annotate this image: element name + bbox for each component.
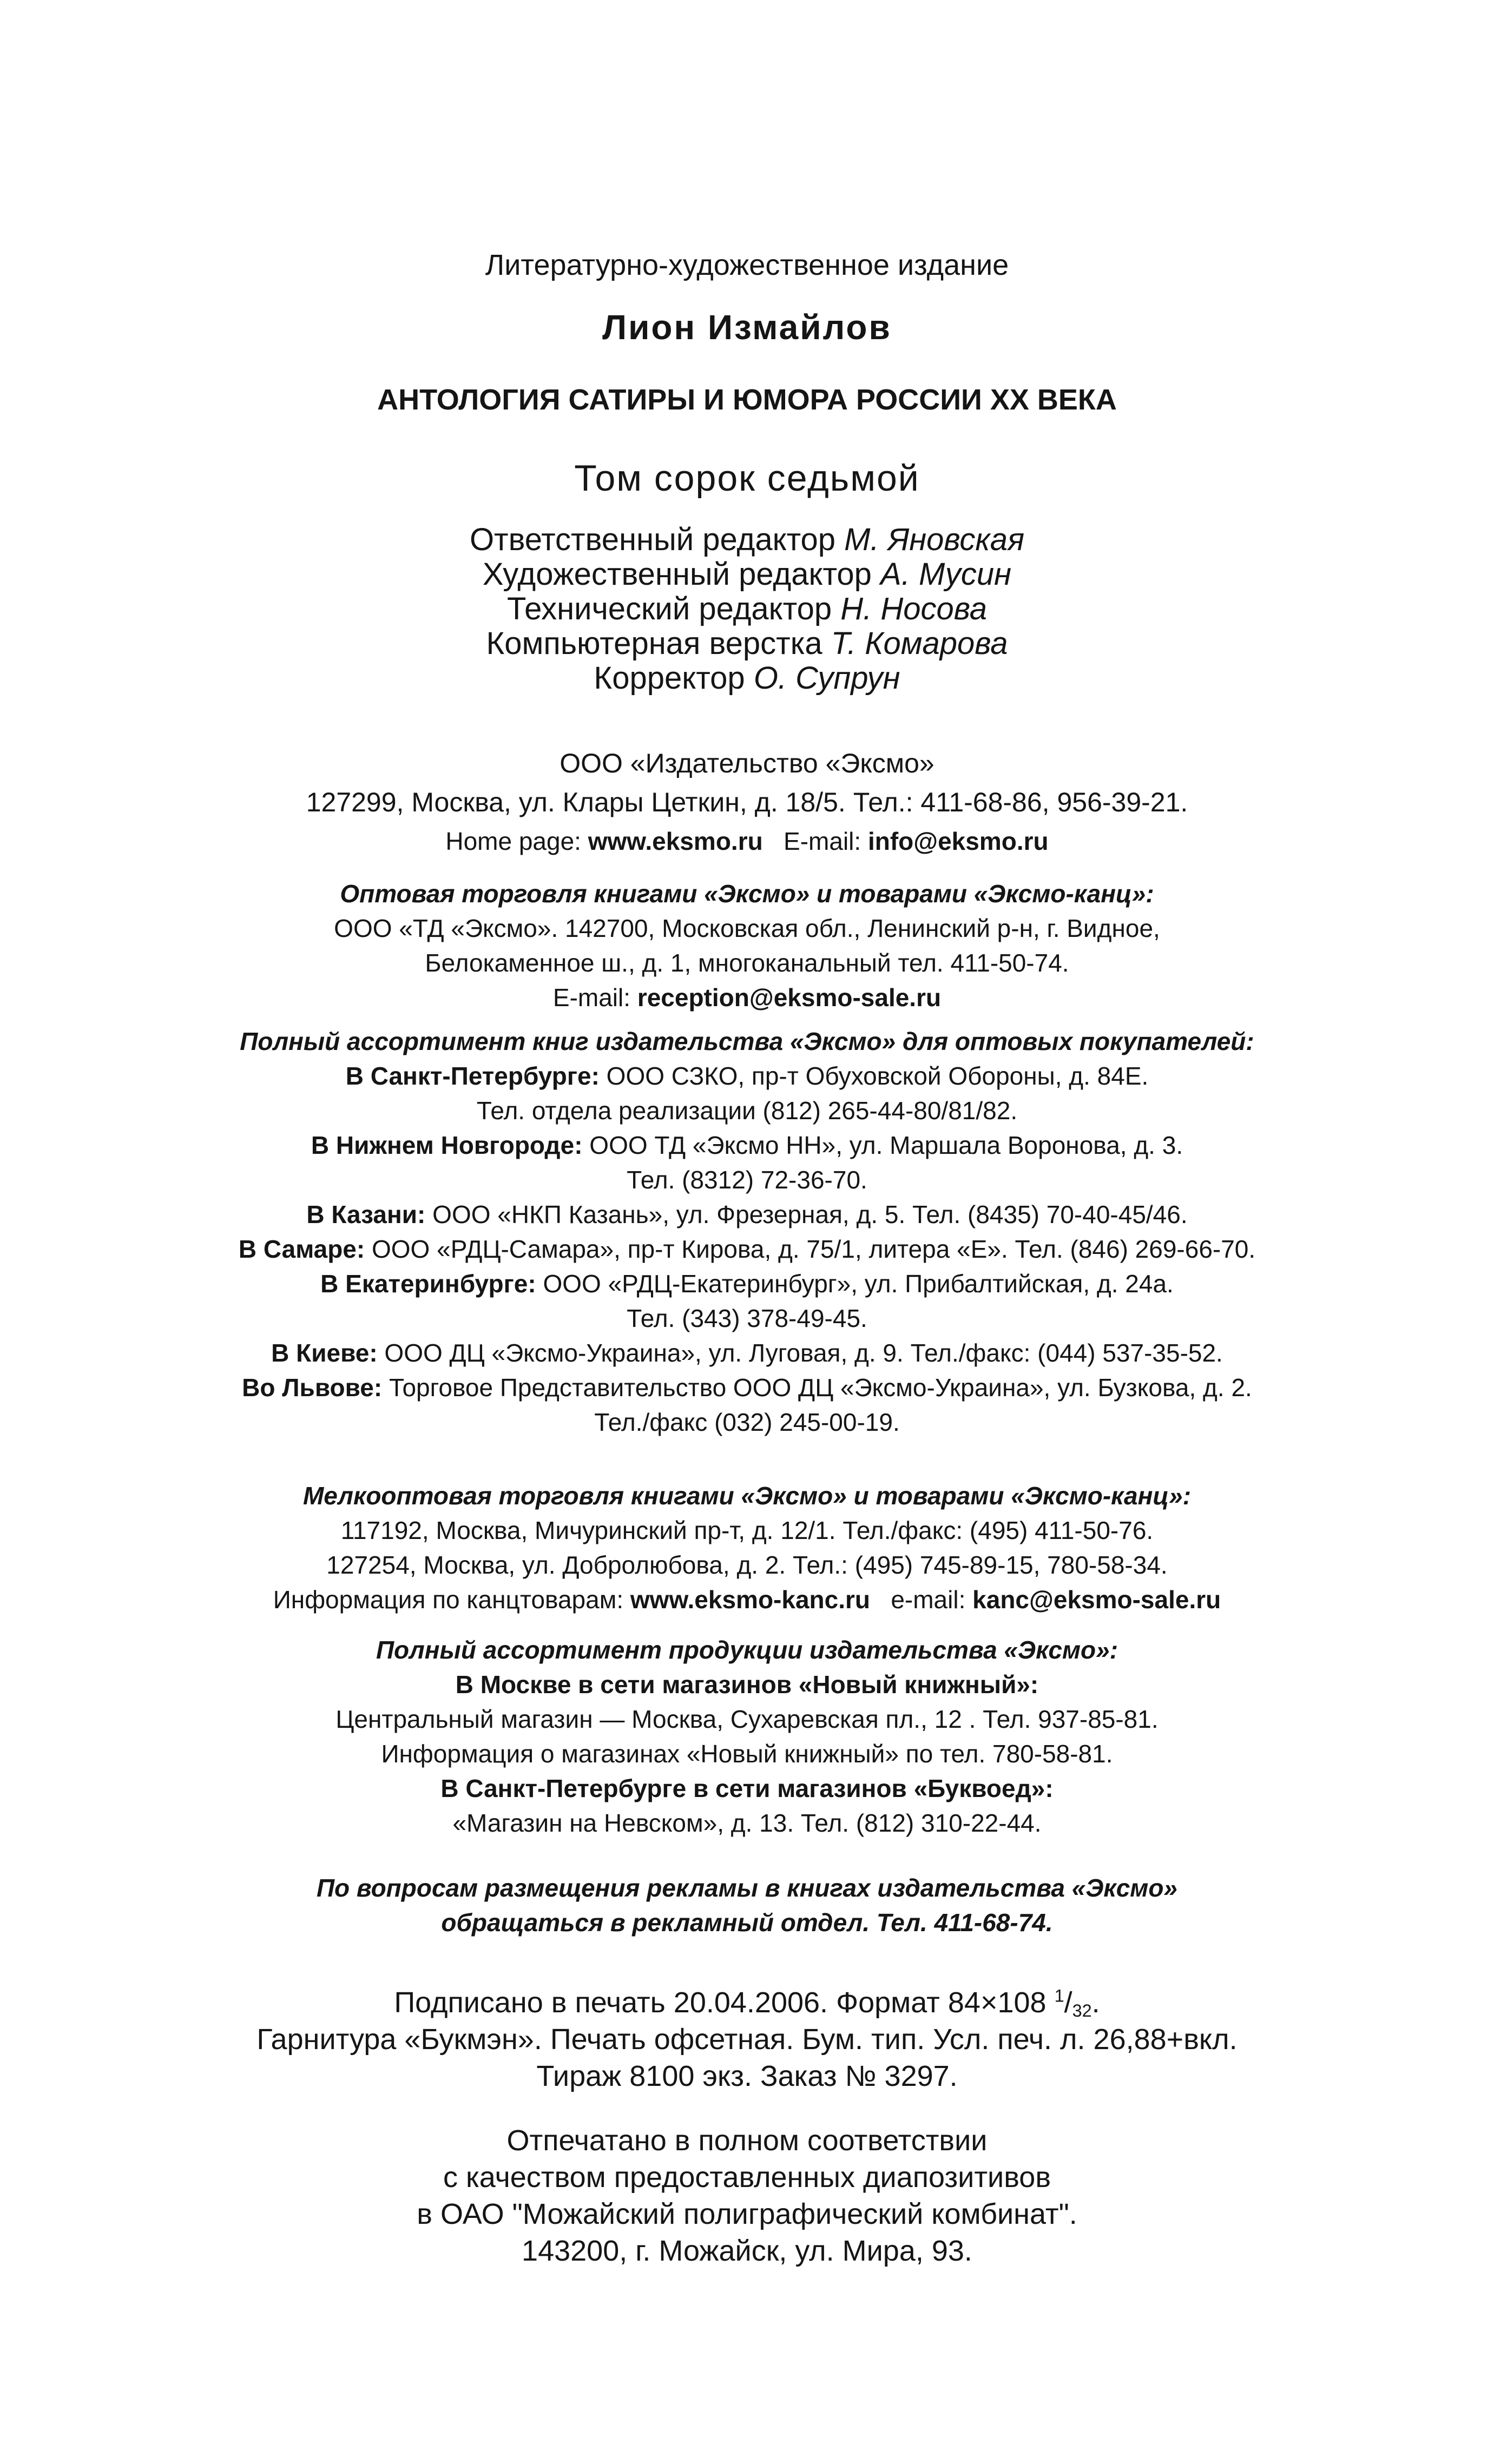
credit-name: Т. Комарова — [831, 626, 1008, 661]
credit-name: М. Яновская — [844, 522, 1025, 557]
distributor-text: ООО СЗКО, пр-т Обуховской Обороны, д. 84Е. — [599, 1062, 1149, 1090]
city-label: В Нижнем Новгороде: — [311, 1131, 583, 1159]
small-wholesale-line1: 117192, Москва, Мичуринский пр-т, д. 12/1. Тел./факс: (495) 411-50-76. — [340, 1516, 1154, 1544]
imprint-block — [0, 1984, 1494, 2095]
credit-line-tech-editor — [0, 592, 1494, 626]
ekb-distributor — [0, 1266, 1494, 1301]
regional-heading: Полный ассортимент книг издательства «Эксмо» для оптовых покупателей: — [240, 1027, 1254, 1055]
samara-distributor — [0, 1232, 1494, 1266]
wholesale-address-line2: Белокаменное ш., д. 1, многоканальный тел. 411-50-74. — [425, 949, 1069, 977]
format-denominator: 32 — [1072, 2001, 1092, 2021]
moscow-store-line2: Информация о магазинах «Новый книжный» по тел. 780-58-81. — [381, 1740, 1113, 1768]
distributor-text: ООО ТД «Эксмо НН», ул. Маршала Воронова, д. 3. — [582, 1131, 1183, 1159]
printer-line4: 143200, г. Можайск, ул. Мира, 93. — [522, 2235, 972, 2267]
moscow-store-line1: Центральный магазин — Москва, Сухаревская пл., 12 . Тел. 937-85-81. — [335, 1705, 1159, 1733]
city-label: В Самаре: — [238, 1235, 365, 1263]
distributor-text: Торговое Представительство ООО ДЦ «Эксмо-Украина», ул. Бузкова, д. 2. — [382, 1373, 1252, 1402]
stationery-info-line — [0, 1582, 1494, 1617]
email-label: e-mail: — [870, 1586, 973, 1614]
wholesale-address-line1: ООО «ТД «Эксмо». 142700, Московская обл., Ленинский р-н, г. Видное, — [334, 914, 1160, 942]
home-page-link[interactable]: www.eksmo.ru — [588, 827, 763, 855]
credit-role: Корректор — [594, 660, 754, 696]
advertising-line1: По вопросам размещения рекламы в книгах издательства «Эксмо» — [316, 1874, 1178, 1902]
email-label: E-mail: — [552, 983, 637, 1012]
spb-distributor — [0, 1059, 1494, 1093]
publisher-email-link[interactable]: info@eksmo.ru — [867, 827, 1049, 855]
advertising-block — [0, 1871, 1494, 1940]
moscow-stores-heading: В Москве в сети магазинов «Новый книжный»: — [455, 1670, 1039, 1699]
imprint-end: . — [1091, 1986, 1100, 2019]
kiev-distributor — [0, 1336, 1494, 1370]
publisher-name: ООО «Издательство «Эксмо» — [560, 748, 934, 778]
imprint-signed-line — [0, 1984, 1494, 2021]
series-title: АНТОЛОГИЯ САТИРЫ И ЮМОРА РОССИИ XX ВЕКА — [377, 384, 1117, 416]
city-label: В Казани: — [306, 1200, 426, 1228]
regional-block — [0, 1024, 1494, 1439]
distributor-text: ООО «РДЦ-Самара», пр-т Кирова, д. 75/1, литера «Е». Тел. (846) 269-66-70. — [365, 1235, 1256, 1263]
ekb-distributor-phone: Тел. (343) 378-49-45. — [627, 1304, 867, 1332]
volume-number: Том сорок седьмой — [574, 458, 920, 499]
home-page-label: Home page: — [445, 827, 588, 855]
credits-list — [0, 523, 1494, 696]
distributor-text: ООО «РДЦ-Екатеринбург», ул. Прибалтийская, д. 24а. — [536, 1270, 1174, 1298]
small-wholesale-heading: Мелкооптовая торговля книгами «Эксмо» и товарами «Эксмо-канц»: — [302, 1482, 1192, 1510]
nn-distributor — [0, 1128, 1494, 1162]
imprint-typeface-line: Гарнитура «Букмэн». Печать офсетная. Бум. тип. Усл. печ. л. 26,88+вкл. — [256, 2023, 1238, 2056]
printer-line1: Отпечатано в полном соответствии — [506, 2124, 988, 2157]
retail-block — [0, 1633, 1494, 1840]
credit-name: А. Мусин — [880, 557, 1012, 592]
credit-name: О. Супрун — [753, 660, 900, 696]
distributor-text: ООО ДЦ «Эксмо-Украина», ул. Луговая, д. 9. Тел./факс: (044) 537-35-52. — [377, 1339, 1223, 1367]
publisher-address: 127299, Москва, ул. Клары Цеткин, д. 18/5. Тел.: 411-68-86, 956-39-21. — [306, 787, 1188, 817]
spacer — [763, 827, 784, 855]
credit-role: Художественный редактор — [482, 557, 881, 592]
kazan-distributor — [0, 1197, 1494, 1232]
credit-role: Технический редактор — [506, 591, 841, 626]
author-name: Лион Измайлов — [602, 308, 892, 347]
wholesale-email-link[interactable]: reception@eksmo-sale.ru — [637, 983, 942, 1012]
credit-line-layout — [0, 626, 1494, 661]
lviv-distributor — [0, 1370, 1494, 1405]
retail-heading: Полный ассортимент продукции издательства «Эксмо»: — [376, 1636, 1118, 1664]
spb-store-line1: «Магазин на Невском», д. 13. Тел. (812) 310-22-44. — [452, 1809, 1042, 1837]
printer-block — [0, 2122, 1494, 2269]
credit-line-proofreader — [0, 661, 1494, 696]
lviv-distributor-phone: Тел./факс (032) 245-00-19. — [594, 1408, 900, 1436]
nn-distributor-phone: Тел. (8312) 72-36-70. — [627, 1166, 867, 1194]
format-numerator: 1 — [1054, 1986, 1064, 2006]
volume-block — [0, 455, 1494, 501]
stationery-email-link[interactable]: kanc@eksmo-sale.ru — [972, 1586, 1221, 1614]
series-title-block — [0, 380, 1494, 420]
credit-line-art-editor — [0, 557, 1494, 592]
wholesale-block — [0, 876, 1494, 1015]
small-wholesale-block — [0, 1478, 1494, 1617]
format-slash: / — [1064, 1986, 1072, 2019]
city-label: В Екатеринбурге: — [320, 1270, 536, 1298]
credit-name: Н. Носова — [840, 591, 988, 626]
edition-type: Литературно-художественное издание — [485, 249, 1009, 281]
wholesale-email-line — [0, 980, 1494, 1015]
email-label: E-mail: — [784, 827, 868, 855]
city-label: Во Львове: — [242, 1373, 383, 1402]
credit-role: Компьютерная верстка — [486, 626, 831, 661]
imprint-circulation-line: Тираж 8100 экз. Заказ № 3297. — [536, 2060, 958, 2092]
author-block — [0, 306, 1494, 349]
spb-distributor-phone: Тел. отдела реализации (812) 265-44-80/81/82. — [476, 1096, 1018, 1125]
printer-line2: с качеством предоставленных диапозитивов — [443, 2161, 1051, 2194]
printer-line3: в ОАО "Можайский полиграфический комбинат". — [417, 2198, 1077, 2230]
imprint-signed-text: Подписано в печать 20.04.2006. Формат 84×108 — [394, 1986, 1055, 2019]
small-wholesale-line2: 127254, Москва, ул. Добролюбова, д. 2. Тел.: (495) 745-89-15, 780-58-34. — [326, 1551, 1168, 1579]
spb-stores-heading: В Санкт-Петербурге в сети магазинов «Буквоед»: — [440, 1774, 1054, 1802]
publisher-block — [0, 744, 1494, 861]
city-label: В Киеве: — [271, 1339, 378, 1367]
stationery-info-label: Информация по канцтоварам: — [273, 1586, 630, 1614]
publisher-contacts — [0, 822, 1494, 861]
stationery-site-link[interactable]: www.eksmo-kanc.ru — [630, 1586, 870, 1614]
wholesale-heading: Оптовая торговля книгами «Эксмо» и товарами «Эксмо-канц»: — [340, 880, 1154, 908]
credit-line-chief-editor — [0, 523, 1494, 557]
credit-role: Ответственный редактор — [469, 522, 845, 557]
advertising-line2: обращаться в рекламный отдел. Тел. 411-68-74. — [441, 1908, 1053, 1937]
city-label: В Санкт-Петербурге: — [345, 1062, 600, 1090]
distributor-text: ООО «НКП Казань», ул. Фрезерная, д. 5. Тел. (8435) 70-40-45/46. — [425, 1200, 1188, 1228]
edition-type-block — [0, 246, 1494, 284]
